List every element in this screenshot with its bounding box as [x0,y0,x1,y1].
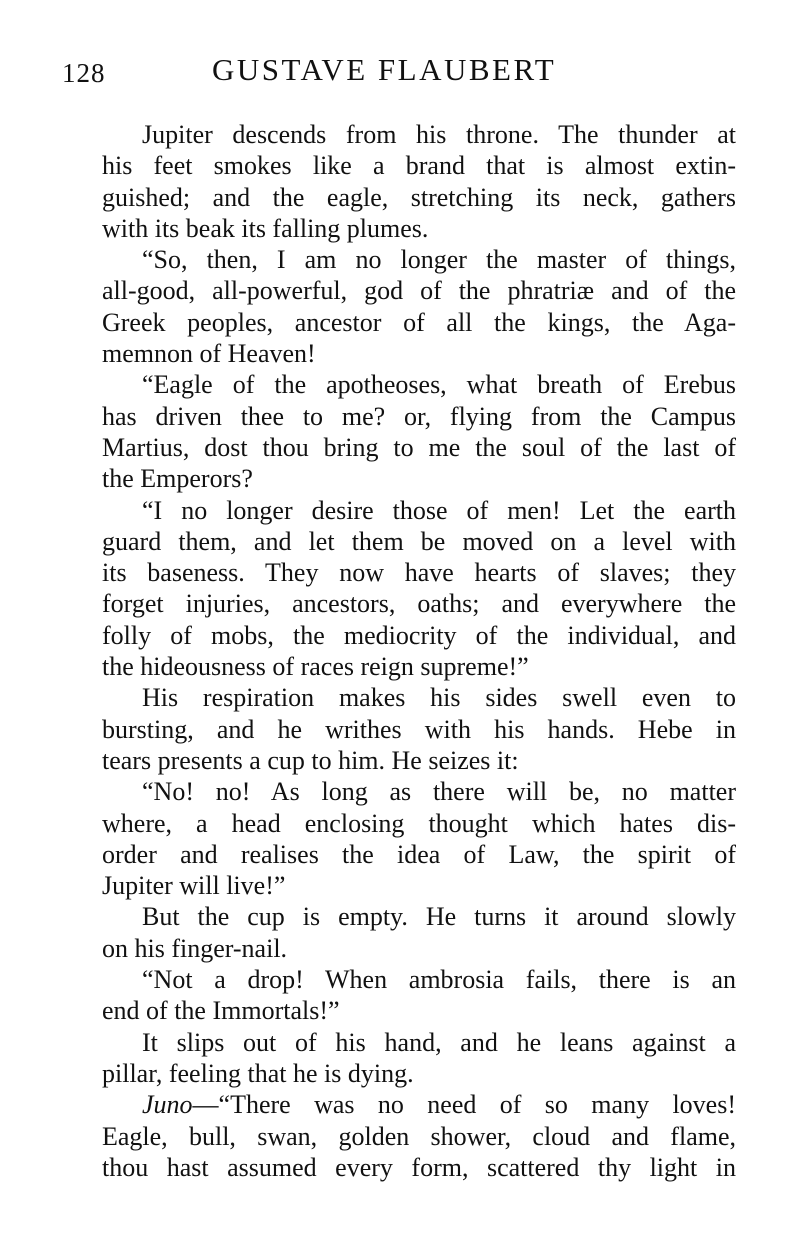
text-line: His respiration makes his sides swell even to [142,683,736,713]
text-line: It slips out of his hand, and he leans against a [142,1027,736,1057]
text-line: bursting, and he writhes with his hands. Hebe in [102,714,736,744]
paragraph [64,964,736,1027]
text-line: Martius, dost thou bring to me the soul of the last of [102,432,736,462]
text-line: where, a head enclosing thought which hates dis- [102,808,736,838]
text-line: “I no longer desire those of men! Let the earth [142,495,736,525]
page-header [62,52,742,96]
text-line: thou hast assumed every form, scattered thy light in [102,1152,736,1182]
text-line: end of the Immortals!” [102,996,340,1026]
text-line: the hideousness of races reign supreme!” [102,652,529,682]
speaker-name: Juno [142,1090,193,1120]
paragraph [64,776,736,901]
text-line: forget injuries, ancestors, oaths; and everywhere the [102,589,736,619]
paragraph [64,369,736,494]
text-line: “No! no! As long as there will be, no matter [142,777,736,807]
text-line: guished; and the eagle, stretching its neck, gathers [102,182,736,212]
text-line: “Not a drop! When ambrosia fails, there is an [142,965,736,995]
paragraph [64,1027,736,1090]
text-line: Jupiter will live!” [102,871,286,901]
text-line: order and realises the idea of Law, the spirit of [102,839,736,869]
text-line: its baseness. They now have hearts of slaves; they [102,558,736,588]
paragraph [64,119,736,244]
running-head: GUSTAVE FLAUBERT [212,52,557,87]
text-line: has driven thee to me? or, flying from the Campus [102,401,736,431]
body-text [64,119,736,1183]
text-line: all-good, all-powerful, god of the phratriæ and of the [102,276,736,306]
text-line: on his finger-nail. [102,933,288,963]
speech-text: —“There was no need of so many loves! [192,1090,736,1120]
paragraph [64,901,736,964]
text-line: memnon of Heaven! [102,339,316,369]
text-line: Greek peoples, ancestor of all the kings, the Aga- [102,307,736,337]
text-line: Jupiter descends from his throne. The thunder at [142,120,736,149]
text-line: But the cup is empty. He turns it around slowly [142,902,736,932]
text-line: with its beak its falling plumes. [102,213,429,243]
text-line: Eagle, bull, swan, golden shower, cloud and flame, [102,1121,736,1151]
text-line: guard them, and let them be moved on a level with [102,526,736,556]
text-line: folly of mobs, the mediocrity of the individual, and [102,620,736,650]
text-line: his feet smokes like a brand that is almost extin- [102,151,736,181]
text-line: the Emperors? [102,464,253,494]
text-line: “Eagle of the apotheoses, what breath of Erebus [142,370,736,400]
paragraph [64,244,736,369]
text-line [64,1089,736,1120]
paragraph [64,495,736,683]
paragraph [64,682,736,776]
page-number: 128 [62,58,106,88]
paragraph [64,1089,736,1183]
text-line: “So, then, I am no longer the master of things, [142,245,736,275]
text-line: pillar, feeling that he is dying. [102,1058,414,1088]
text-line: tears presents a cup to him. He seizes it: [102,745,519,775]
